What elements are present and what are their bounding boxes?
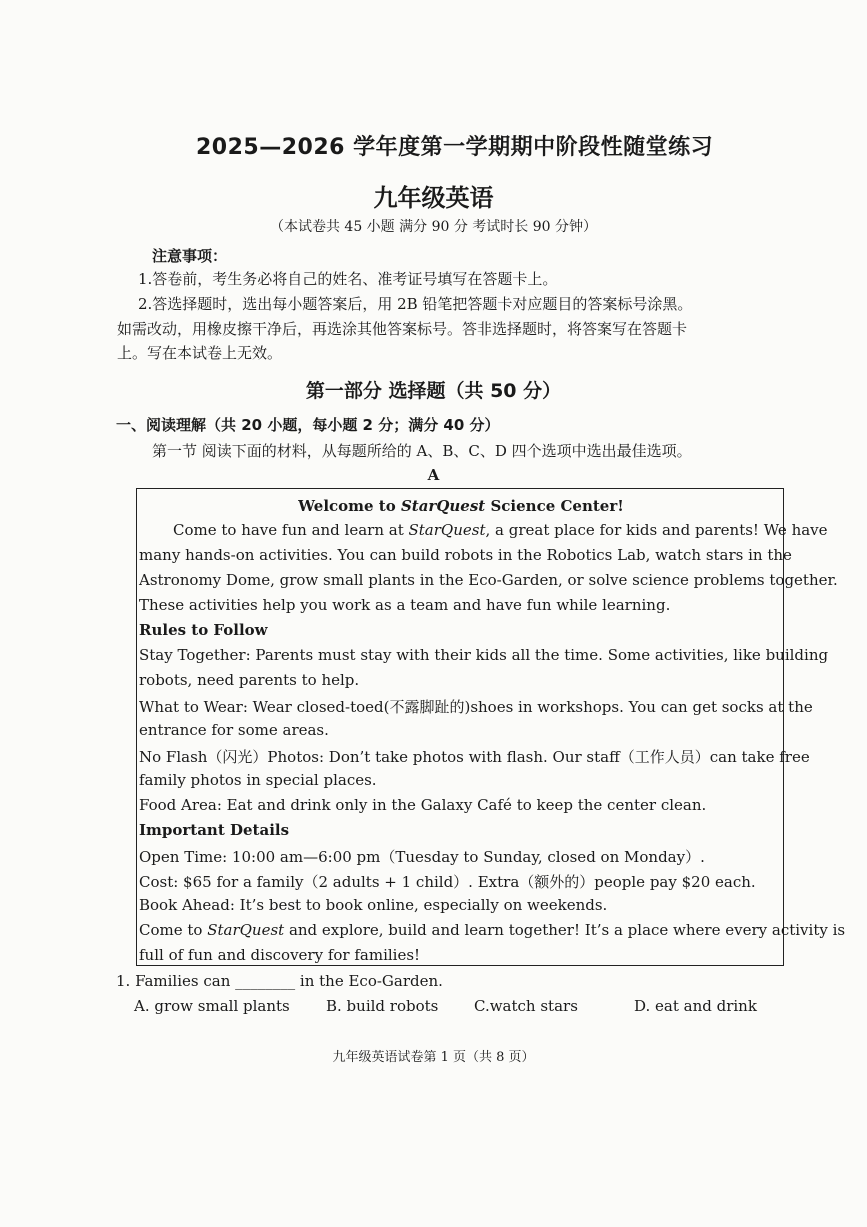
intro-line-2: many hands-on activities. You can build robots in the Robotics Lab, watch stars in the (139, 546, 792, 564)
details-heading: Important Details (139, 821, 290, 839)
notice-item-2-line-1: 2.答选择题时，选出每小题答案后，用 2B 铅笔把答题卡对应题目的答案标号涂黑。 (138, 295, 693, 313)
detail-cost: Cost: $65 for a family（2 adults + 1 child）. Extra（额外的）people pay $20 each. (139, 873, 756, 891)
part-title: 第一部分 选择题（共 50 分） (305, 380, 562, 402)
question-1-option-b: B. build robots (326, 997, 439, 1015)
passage-box (136, 488, 846, 966)
score-info: （本试卷共 45 小题 满分 90 分 考试时长 90 分钟） (269, 219, 598, 235)
rule-2-line-2: entrance for some areas. (139, 721, 329, 739)
question-1-stem: 1. Families can ________ in the Eco-Garden. (116, 972, 443, 990)
notice-heading: 注意事项： (152, 247, 228, 265)
rule-1-line-2: robots, need parents to help. (139, 671, 360, 689)
exam-title: 2025—2026 学年度第一学期期中阶段性随堂练习 (196, 135, 714, 160)
intro-line-3: Astronomy Dome, grow small plants in the Eco-Garden, or solve science problems together. (139, 571, 838, 589)
detail-book-ahead: Book Ahead: It’s best to book online, especially on weekends. (139, 896, 608, 914)
question-1-option-d: D. eat and drink (634, 997, 757, 1015)
notice-item-2-line-2: 如需改动，用橡皮擦干净后，再选涂其他答案标号。答非选择题时，将答案写在答题卡 (117, 320, 688, 338)
intro-line-4: These activities help you work as a team and have fun while learning. (139, 596, 671, 614)
rule-4: Food Area: Eat and drink only in the Galaxy Café to keep the center clean. (139, 796, 707, 814)
rule-1-line-1: Stay Together: Parents must stay with their kids all the time. Some activities, like building (139, 646, 829, 664)
rule-2-line-1: What to Wear: Wear closed-toed(不露脚趾的)shoes in workshops. You can get socks at the (139, 698, 813, 716)
question-1-option-c: C.watch stars (474, 997, 578, 1015)
rules-heading: Rules to Follow (139, 621, 268, 639)
passage-title: Welcome to StarQuest Science Center! (298, 497, 624, 515)
closing-line-1: Come to StarQuest and explore, build and learn together! It’s a place where every activity is (139, 921, 846, 939)
section-instruction: 第一节 阅读下面的材料，从每题所给的 A、B、C、D 四个选项中选出最佳选项。 (152, 442, 692, 460)
page-footer: 九年级英语试卷第 1 页（共 8 页） (332, 1050, 535, 1065)
rule-3-line-2: family photos in special places. (139, 771, 377, 789)
rule-3-line-1: No Flash（闪光）Photos: Don’t take photos with flash. Our staff（工作人员）can take free (139, 748, 810, 766)
closing-line-2: full of fun and discovery for families! (139, 946, 421, 964)
detail-open-time: Open Time: 10:00 am—6:00 pm（Tuesday to Sunday, closed on Monday）. (139, 848, 705, 866)
intro-line-1: Come to have fun and learn at StarQuest, a great place for kids and parents! We have (173, 521, 828, 539)
notice-item-2-line-3: 上。写在本试卷上无效。 (117, 344, 283, 362)
passage-letter: A (427, 466, 440, 484)
question-1-option-a: A. grow small plants (134, 997, 290, 1015)
subject-title: 九年级英语 (373, 184, 494, 212)
notice-item-1: 1.答卷前，考生务必将自己的姓名、准考证号填写在答题卡上。 (138, 270, 558, 288)
section-title: 一、阅读理解（共 20 小题，每小题 2 分；满分 40 分） (116, 416, 500, 434)
